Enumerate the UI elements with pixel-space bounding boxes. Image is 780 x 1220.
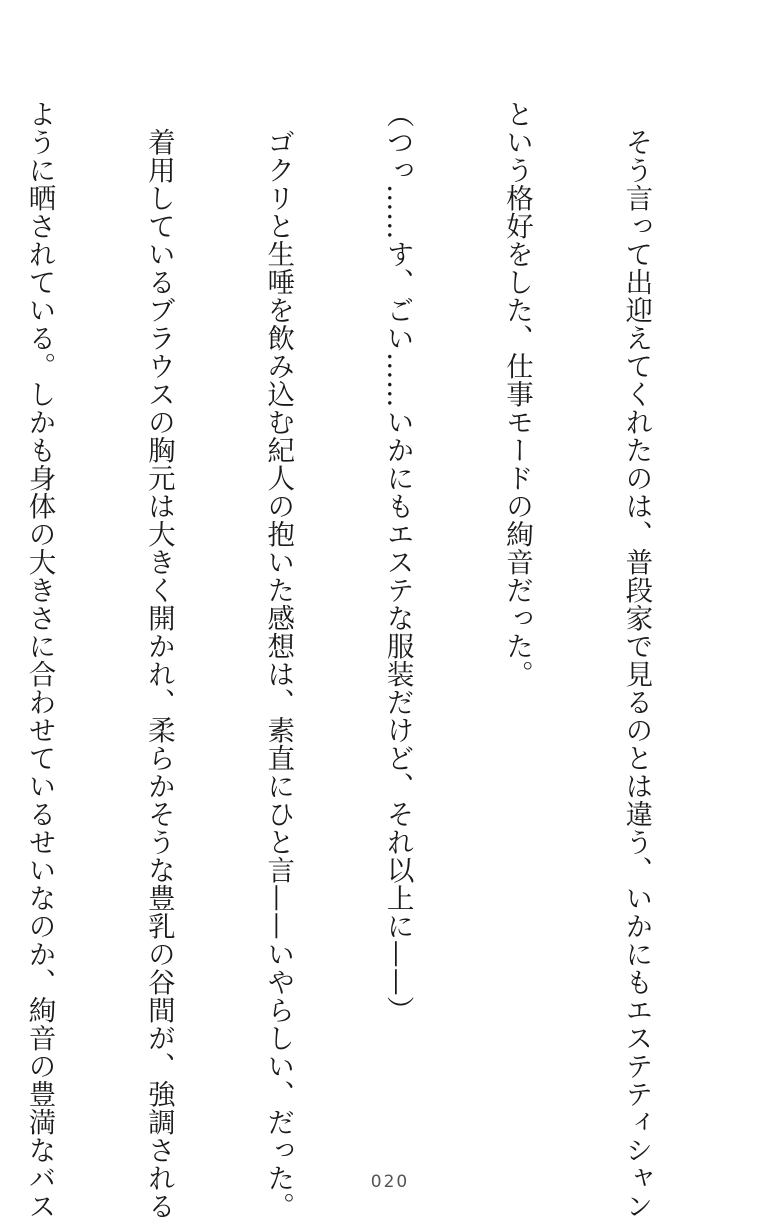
text-line: そう言って出迎えてくれたのは、普段家で見るのとは違う、いかにもエステティシャン bbox=[620, 100, 653, 1220]
text-line: という格好をした、仕事モードの絢音だった。 bbox=[501, 100, 534, 688]
text-line: ゴクリと生唾を飲み込む紀人の抱いた感想は、素直にひと言——いやらしい、だった。 bbox=[262, 100, 295, 1220]
text-line: 着用しているブラウスの胸元は大きく開かれ、柔らかそうな豊乳の谷間が、強調される bbox=[142, 100, 175, 1220]
text-line: ように晒されている。しかも身体の大きさに合わせているせいなのか、絢音の豊満なバス bbox=[23, 100, 56, 1220]
text-line: （つっ……す、ごい……いかにもエステな服装だけど、それ以上に——） bbox=[381, 100, 414, 1024]
page-number: 020 bbox=[370, 1172, 410, 1192]
